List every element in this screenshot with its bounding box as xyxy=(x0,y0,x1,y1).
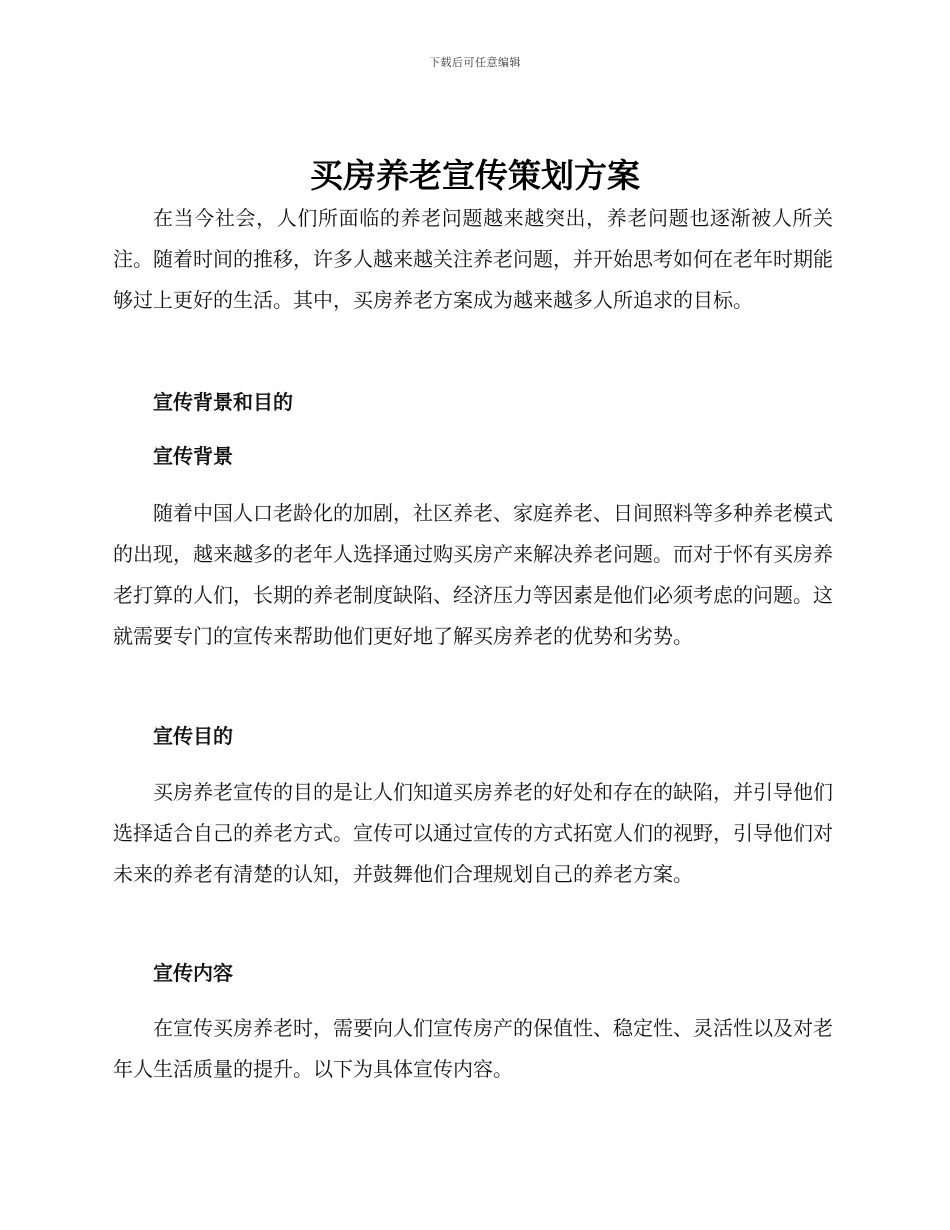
purpose-heading-block xyxy=(113,716,833,757)
purpose-paragraph: 买房养老宣传的目的是让人们知道买房养老的好处和存在的缺陷，并引导他们选择适合自己的养老方式。宣传可以通过宣传的方式拓宽人们的视野，引导他们对未来的养老有清楚的认知，并鼓舞他们合理规划自己的养老方案。 xyxy=(113,780,833,886)
subheading-content: 宣传内容 xyxy=(153,961,233,985)
content-paragraph: 在宣传买房养老时，需要向人们宣传房产的保值性、稳定性、灵活性以及对老年人生活质量的提升。以下为具体宣传内容。 xyxy=(113,1016,833,1081)
content-heading-block xyxy=(113,953,833,994)
header-note: 下载后可任意编辑 xyxy=(429,56,521,69)
purpose-block xyxy=(113,772,833,895)
subheading-purpose: 宣传目的 xyxy=(153,724,233,748)
intro-block xyxy=(113,198,833,321)
background-block xyxy=(113,493,833,657)
background-heading-block xyxy=(113,436,833,477)
section-heading-block xyxy=(113,382,833,423)
content-block xyxy=(113,1008,833,1090)
background-paragraph: 随着中国人口老龄化的加剧，社区养老、家庭养老、日间照料等多种养老模式的出现，越来越多的老年人选择通过购买房产来解决养老问题。而对于怀有买房养老打算的人们，长期的养老制度缺陷、经济压力等因素是他们必须考虑的问题。这就需要专门的宣传来帮助他们更好地了解买房养老的优势和劣势。 xyxy=(113,501,833,648)
intro-paragraph: 在当今社会，人们所面临的养老问题越来越突出，养老问题也逐渐被人所关注。随着时间的推移，许多人越来越关注养老问题，并开始思考如何在老年时期能够过上更好的生活。其中，买房养老方案成为越来越多人所追求的目标。 xyxy=(113,206,833,312)
section-heading-background-purpose: 宣传背景和目的 xyxy=(153,390,293,414)
subheading-background: 宣传背景 xyxy=(153,444,233,468)
document-title: 买房养老宣传策划方案 xyxy=(310,156,640,195)
